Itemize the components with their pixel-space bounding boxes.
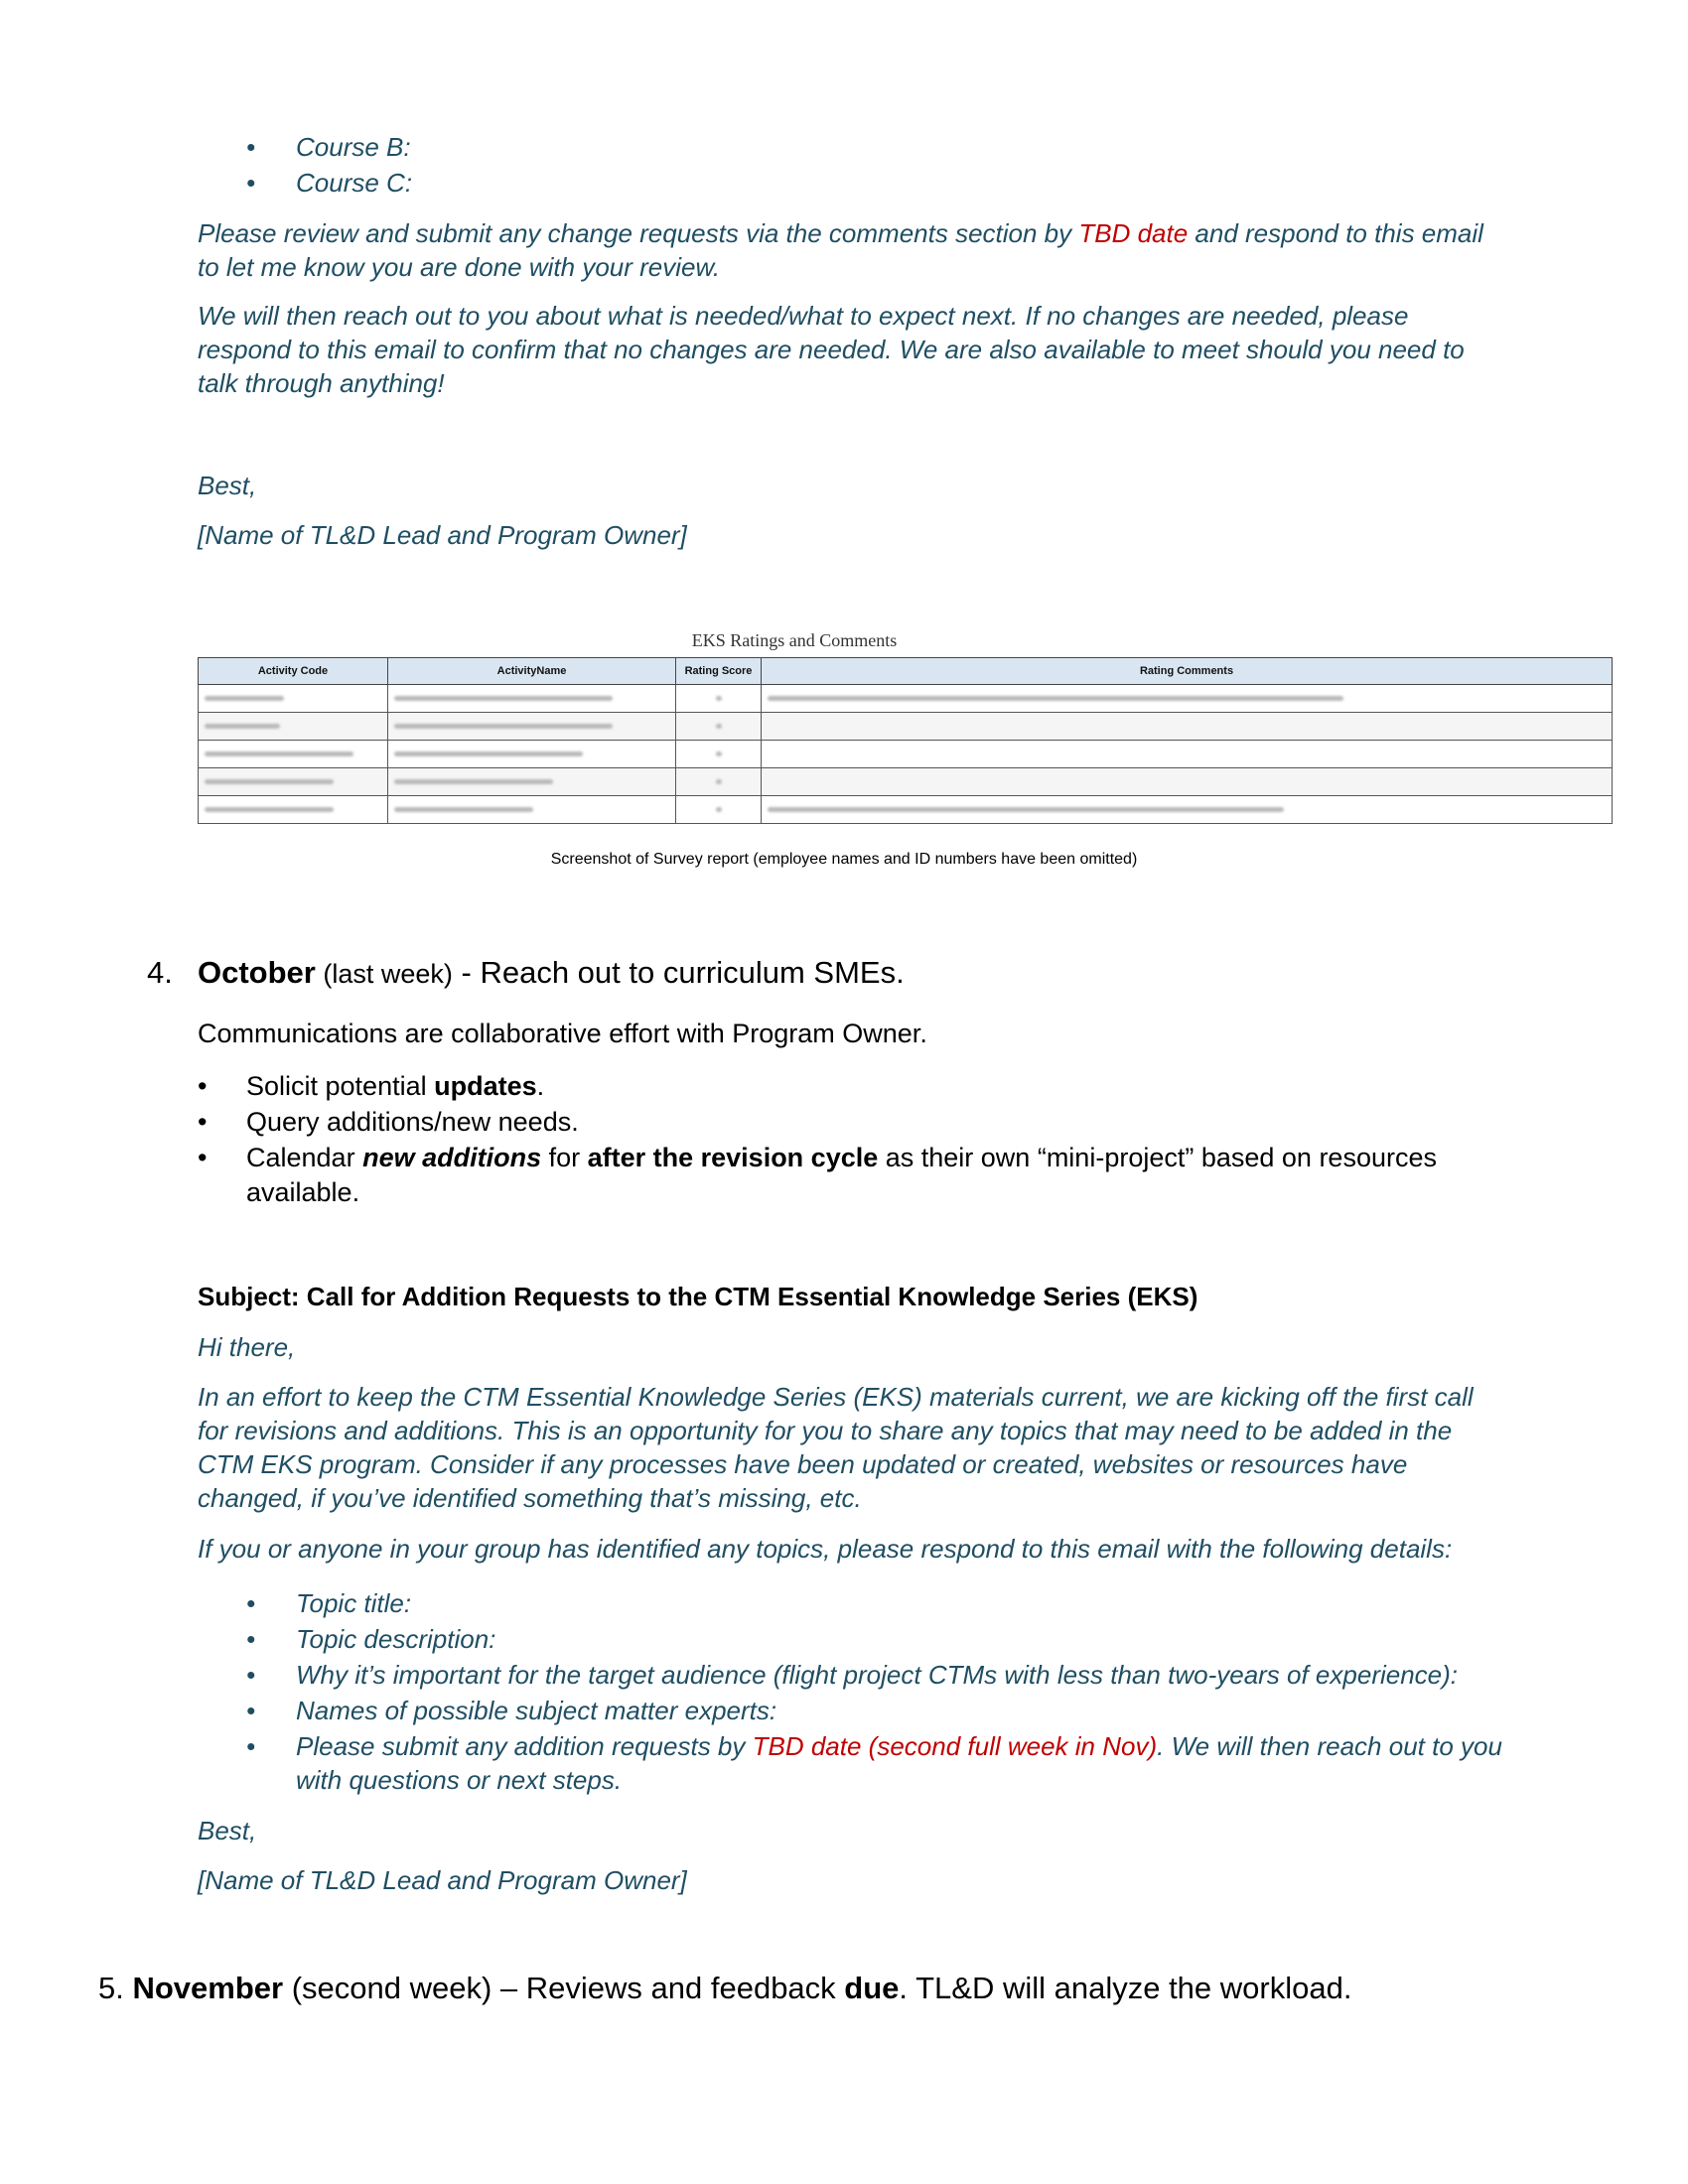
bold-run: after the revision cycle: [587, 1143, 879, 1172]
text-line: with questions or next steps.: [296, 1765, 623, 1795]
text-line: respond to this email to confirm that no changes are needed. We are also available to meet should you need to: [198, 335, 1465, 364]
empty-cell: [762, 768, 1613, 796]
blurred-cell: [676, 713, 762, 741]
step4-bullet-calendar: [246, 1141, 1617, 1210]
step5-timing: (second week) – Reviews and feedback: [283, 1971, 845, 2005]
step4-bullet-updates: [246, 1069, 544, 1104]
course-c-item: Course C:: [296, 168, 413, 198]
text-line: CTM EKS program. Consider if any processes have been updated or created, websites or resources have: [198, 1449, 1408, 1479]
text-run: Solicit potential: [246, 1071, 435, 1101]
text-line: talk through anything!: [198, 368, 445, 398]
column-header-rating-score: Rating Score: [676, 658, 762, 685]
blurred-cell: [199, 713, 388, 741]
blurred-cell: [676, 741, 762, 768]
blurred-cell: [199, 768, 388, 796]
email2-subject: Subject: Call for Addition Requests to the CTM Essential Knowledge Series (EKS): [198, 1282, 1198, 1311]
email2-intro-paragraph: [198, 1380, 1608, 1515]
blurred-cell: [762, 685, 1613, 713]
detail-item: Topic description:: [296, 1624, 496, 1654]
blurred-cell: [388, 768, 676, 796]
detail-item: Topic title:: [296, 1588, 412, 1618]
bullet-icon: •: [246, 1588, 256, 1618]
step5-month: November: [132, 1971, 284, 2005]
text-run: Calendar: [246, 1143, 363, 1172]
text-run: Please submit any addition requests by: [296, 1731, 753, 1761]
text-line: changed, if you’ve identified something that’s missing, etc.: [198, 1483, 862, 1513]
bullet-icon: •: [246, 1660, 256, 1690]
text-run: Please review and submit any change requests via the comments section by: [198, 218, 1079, 248]
email1-review-paragraph: [198, 216, 1608, 284]
email2-greeting: Hi there,: [198, 1332, 296, 1362]
step4-action: - Reach out to curriculum SMEs.: [452, 955, 905, 990]
table-row: [199, 713, 1613, 741]
bullet-icon: •: [198, 1143, 208, 1172]
screenshot-title: EKS Ratings and Comments: [691, 630, 898, 650]
bullet-icon: •: [246, 1731, 256, 1761]
email1-closing: Best,: [198, 471, 257, 500]
detail-item-deadline: [296, 1729, 1607, 1797]
empty-cell: [762, 713, 1613, 741]
bullet-icon: •: [246, 168, 256, 198]
screenshot-caption: Screenshot of Survey report (employee names and ID numbers have been omitted): [550, 851, 1138, 868]
tbd-date-highlight: TBD date: [1078, 218, 1189, 248]
blurred-cell: [388, 685, 676, 713]
email2-closing: Best,: [198, 1816, 257, 1845]
blurred-cell: [676, 796, 762, 824]
eks-ratings-table: [198, 657, 1613, 824]
text-line: In an effort to keep the CTM Essential Knowledge Series (EKS) materials current, we are kicking off the first call: [198, 1382, 1474, 1412]
detail-item: Why it’s important for the target audience (flight project CTMs with less than two-years of experience):: [296, 1660, 1459, 1690]
step4-bullet-query: Query additions/new needs.: [246, 1107, 579, 1137]
table-row: [199, 741, 1613, 768]
text-line: available.: [246, 1177, 360, 1207]
column-header-activity-code: Activity Code: [199, 658, 388, 685]
survey-report-screenshot: [198, 657, 1613, 824]
blurred-cell: [762, 796, 1613, 824]
bullet-icon: •: [246, 1624, 256, 1654]
blurred-cell: [199, 741, 388, 768]
bullet-icon: •: [198, 1071, 208, 1101]
column-header-activity-name: ActivityName: [388, 658, 676, 685]
blurred-cell: [199, 685, 388, 713]
text-run: . We will then reach out to you: [1157, 1731, 1502, 1761]
table-row: [199, 796, 1613, 824]
step5-heading: [98, 1969, 1351, 2008]
email1-next-steps-paragraph: [198, 299, 1608, 400]
column-header-rating-comments: Rating Comments: [762, 658, 1613, 685]
text-run: .: [536, 1071, 545, 1101]
detail-item: Names of possible subject matter experts:: [296, 1696, 777, 1725]
text-run: for: [541, 1143, 588, 1172]
email2-request-paragraph: If you or anyone in your group has identified any topics, please respond to this email with the following details:: [198, 1534, 1453, 1564]
step5-due: due: [844, 1971, 900, 2005]
blurred-cell: [199, 796, 388, 824]
text-line: for revisions and additions. This is an opportunity for you to share any topics that may need to be added in the: [198, 1416, 1453, 1445]
step4-heading: [147, 953, 173, 993]
text-run: as their own “mini-project” based on resources: [878, 1143, 1437, 1172]
step-number: 4.: [147, 955, 173, 990]
tbd-date-highlight: TBD date (second full week in Nov): [752, 1731, 1158, 1761]
blurred-cell: [676, 768, 762, 796]
blurred-cell: [388, 796, 676, 824]
table-row: [199, 768, 1613, 796]
email1-signature: [Name of TL&D Lead and Program Owner]: [198, 520, 687, 550]
bullet-icon: •: [246, 132, 256, 162]
bullet-icon: •: [198, 1107, 208, 1137]
step4-intro: Communications are collaborative effort with Program Owner.: [198, 1019, 927, 1048]
email2-signature: [Name of TL&D Lead and Program Owner]: [198, 1865, 687, 1895]
bold-italic-run: new additions: [362, 1143, 542, 1172]
table-header-row: [199, 658, 1613, 685]
blurred-cell: [676, 685, 762, 713]
text-line: We will then reach out to you about what is needed/what to expect next. If no changes are needed, please: [198, 301, 1409, 331]
text-line: to let me know you are done with your review.: [198, 252, 721, 282]
table-row: [199, 685, 1613, 713]
step-number: 5.: [98, 1971, 124, 2005]
step5-action: . TL&D will analyze the workload.: [899, 1971, 1352, 2005]
empty-cell: [762, 741, 1613, 768]
bullet-icon: •: [246, 1696, 256, 1725]
course-b-item: Course B:: [296, 132, 411, 162]
step4-timing: (last week): [315, 959, 453, 989]
step4-month: October: [198, 955, 316, 990]
blurred-cell: [388, 713, 676, 741]
blurred-cell: [388, 741, 676, 768]
text-run: and respond to this email: [1188, 218, 1483, 248]
bold-run: updates: [434, 1071, 537, 1101]
step4-title: [198, 953, 905, 994]
